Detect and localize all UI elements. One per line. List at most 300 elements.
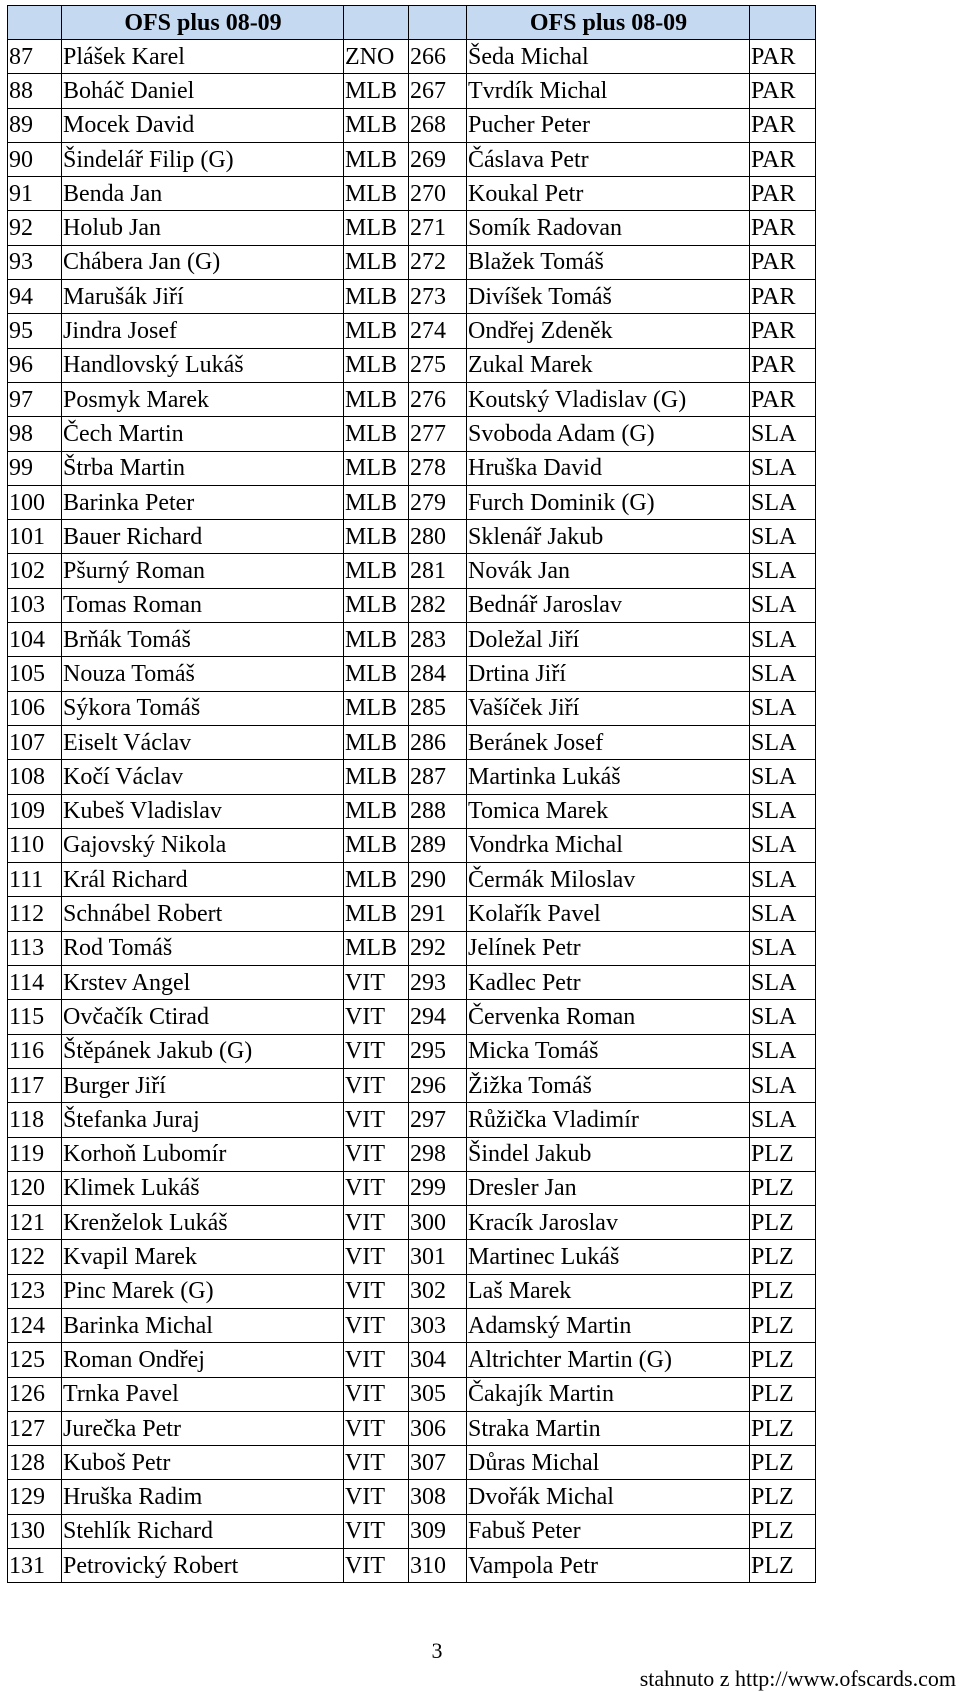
left-header-number-cell — [8, 6, 62, 40]
left-card-number: 117 — [8, 1068, 62, 1102]
left-player-name: Ovčačík Ctirad — [62, 1000, 344, 1034]
left-player-name: Šindelář Filip (G) — [62, 142, 344, 176]
right-card-number: 291 — [409, 897, 467, 931]
left-card-number: 127 — [8, 1411, 62, 1445]
right-team-code: PAR — [750, 211, 816, 245]
right-card-number: 282 — [409, 588, 467, 622]
left-player-name: Pinc Marek (G) — [62, 1274, 344, 1308]
table-row — [8, 1171, 816, 1205]
right-card-number: 269 — [409, 142, 467, 176]
left-team-code: MLB — [344, 382, 409, 416]
left-team-code: MLB — [344, 794, 409, 828]
right-player-name: Adamský Martin — [467, 1308, 750, 1342]
right-player-name: Červenka Roman — [467, 1000, 750, 1034]
header-row — [8, 6, 816, 40]
right-team-code: SLA — [750, 1034, 816, 1068]
left-player-name: Brňák Tomáš — [62, 623, 344, 657]
right-team-code: SLA — [750, 691, 816, 725]
left-player-name: Stehlík Richard — [62, 1514, 344, 1548]
left-card-number: 118 — [8, 1103, 62, 1137]
left-card-number: 94 — [8, 280, 62, 314]
left-player-name: Jurečka Petr — [62, 1411, 344, 1445]
left-player-name: Nouza Tomáš — [62, 657, 344, 691]
right-card-number: 281 — [409, 554, 467, 588]
right-card-number: 287 — [409, 760, 467, 794]
right-card-number: 289 — [409, 828, 467, 862]
right-card-number: 296 — [409, 1068, 467, 1102]
table-row — [8, 1137, 816, 1171]
left-team-code: VIT — [344, 1068, 409, 1102]
right-player-name: Růžička Vladimír — [467, 1103, 750, 1137]
left-team-code: VIT — [344, 1411, 409, 1445]
right-team-code: PAR — [750, 245, 816, 279]
right-team-code: SLA — [750, 863, 816, 897]
right-player-name: Pucher Peter — [467, 108, 750, 142]
left-player-name: Gajovský Nikola — [62, 828, 344, 862]
right-team-code: PLZ — [750, 1137, 816, 1171]
left-player-name: Klimek Lukáš — [62, 1171, 344, 1205]
left-card-number: 115 — [8, 1000, 62, 1034]
table-row — [8, 1549, 816, 1583]
right-player-name: Čáslava Petr — [467, 142, 750, 176]
right-player-name: Šindel Jakub — [467, 1137, 750, 1171]
left-team-code: MLB — [344, 828, 409, 862]
table-row — [8, 177, 816, 211]
right-team-code: PLZ — [750, 1206, 816, 1240]
left-card-number: 90 — [8, 142, 62, 176]
left-team-code: MLB — [344, 554, 409, 588]
right-card-number: 276 — [409, 382, 467, 416]
left-card-number: 122 — [8, 1240, 62, 1274]
right-team-code: PAR — [750, 382, 816, 416]
left-card-number: 93 — [8, 245, 62, 279]
left-card-number: 112 — [8, 897, 62, 931]
right-team-code: PAR — [750, 177, 816, 211]
right-player-name: Drtina Jiří — [467, 657, 750, 691]
left-card-number: 131 — [8, 1549, 62, 1583]
left-team-code: MLB — [344, 74, 409, 108]
left-team-code: VIT — [344, 1034, 409, 1068]
left-player-name: Barinka Peter — [62, 485, 344, 519]
right-player-name: Žižka Tomáš — [467, 1068, 750, 1102]
right-card-number: 303 — [409, 1308, 467, 1342]
table-row — [8, 657, 816, 691]
player-checklist-table — [7, 5, 816, 1583]
right-card-number: 277 — [409, 417, 467, 451]
left-team-code: MLB — [344, 725, 409, 759]
table-row — [8, 828, 816, 862]
right-player-name: Zukal Marek — [467, 348, 750, 382]
right-team-code: PLZ — [750, 1549, 816, 1583]
table-row — [8, 1411, 816, 1445]
right-team-code: PAR — [750, 142, 816, 176]
left-player-name: Kočí Václav — [62, 760, 344, 794]
right-team-code: SLA — [750, 657, 816, 691]
right-card-number: 286 — [409, 725, 467, 759]
right-card-number: 307 — [409, 1446, 467, 1480]
right-player-name: Furch Dominik (G) — [467, 485, 750, 519]
left-player-name: Marušák Jiří — [62, 280, 344, 314]
right-team-code: PAR — [750, 40, 816, 74]
left-player-name: Sýkora Tomáš — [62, 691, 344, 725]
right-card-number: 274 — [409, 314, 467, 348]
right-player-name: Vondrka Michal — [467, 828, 750, 862]
left-player-name: Hruška Radim — [62, 1480, 344, 1514]
right-player-name: Kracík Jaroslav — [467, 1206, 750, 1240]
right-card-number: 271 — [409, 211, 467, 245]
right-player-name: Vašíček Jiří — [467, 691, 750, 725]
left-player-name: Čech Martin — [62, 417, 344, 451]
left-team-code: MLB — [344, 314, 409, 348]
right-player-name: Tvrdík Michal — [467, 74, 750, 108]
left-header-title: OFS plus 08-09 — [62, 6, 344, 40]
right-player-name: Novák Jan — [467, 554, 750, 588]
right-player-name: Laš Marek — [467, 1274, 750, 1308]
right-team-code: SLA — [750, 725, 816, 759]
right-card-number: 309 — [409, 1514, 467, 1548]
right-team-code: PLZ — [750, 1240, 816, 1274]
table-row — [8, 794, 816, 828]
table-body — [8, 40, 816, 1583]
left-card-number: 107 — [8, 725, 62, 759]
right-team-code: PLZ — [750, 1343, 816, 1377]
left-header-team-cell — [344, 6, 409, 40]
right-card-number: 310 — [409, 1549, 467, 1583]
table-row — [8, 211, 816, 245]
right-team-code: PLZ — [750, 1446, 816, 1480]
left-team-code: VIT — [344, 1377, 409, 1411]
right-card-number: 300 — [409, 1206, 467, 1240]
left-card-number: 95 — [8, 314, 62, 348]
table-row — [8, 485, 816, 519]
left-team-code: VIT — [344, 1274, 409, 1308]
table-row — [8, 1034, 816, 1068]
right-team-code: SLA — [750, 451, 816, 485]
right-card-number: 290 — [409, 863, 467, 897]
left-player-name: Jindra Josef — [62, 314, 344, 348]
table-row — [8, 74, 816, 108]
left-team-code: VIT — [344, 1240, 409, 1274]
left-card-number: 92 — [8, 211, 62, 245]
left-team-code: MLB — [344, 760, 409, 794]
left-card-number: 121 — [8, 1206, 62, 1240]
left-team-code: MLB — [344, 931, 409, 965]
right-card-number: 294 — [409, 1000, 467, 1034]
left-team-code: MLB — [344, 417, 409, 451]
right-card-number: 285 — [409, 691, 467, 725]
right-team-code: PAR — [750, 348, 816, 382]
right-card-number: 273 — [409, 280, 467, 314]
left-team-code: VIT — [344, 1103, 409, 1137]
right-card-number: 279 — [409, 485, 467, 519]
left-card-number: 119 — [8, 1137, 62, 1171]
left-team-code: MLB — [344, 588, 409, 622]
table-row — [8, 554, 816, 588]
left-player-name: Štefanka Juraj — [62, 1103, 344, 1137]
left-team-code: VIT — [344, 1206, 409, 1240]
table-row — [8, 451, 816, 485]
left-team-code: VIT — [344, 1514, 409, 1548]
table-row — [8, 245, 816, 279]
right-player-name: Altrichter Martin (G) — [467, 1343, 750, 1377]
table-row — [8, 1240, 816, 1274]
table-row — [8, 725, 816, 759]
left-player-name: Boháč Daniel — [62, 74, 344, 108]
right-team-code: PLZ — [750, 1514, 816, 1548]
page-number: 3 — [431, 1638, 443, 1663]
table-row — [8, 1343, 816, 1377]
right-card-number: 293 — [409, 966, 467, 1000]
right-team-code: PLZ — [750, 1480, 816, 1514]
right-team-code: SLA — [750, 1103, 816, 1137]
left-card-number: 101 — [8, 520, 62, 554]
right-player-name: Svoboda Adam (G) — [467, 417, 750, 451]
right-team-code: SLA — [750, 520, 816, 554]
left-player-name: Krstev Angel — [62, 966, 344, 1000]
left-card-number: 125 — [8, 1343, 62, 1377]
left-player-name: Holub Jan — [62, 211, 344, 245]
left-player-name: Bauer Richard — [62, 520, 344, 554]
table-row — [8, 1274, 816, 1308]
left-player-name: Posmyk Marek — [62, 382, 344, 416]
table-row — [8, 40, 816, 74]
right-player-name: Čakajík Martin — [467, 1377, 750, 1411]
left-card-number: 103 — [8, 588, 62, 622]
left-team-code: MLB — [344, 108, 409, 142]
left-player-name: Kubeš Vladislav — [62, 794, 344, 828]
right-player-name: Sklenář Jakub — [467, 520, 750, 554]
left-card-number: 113 — [8, 931, 62, 965]
table-row — [8, 623, 816, 657]
left-team-code: VIT — [344, 1343, 409, 1377]
table-row — [8, 1068, 816, 1102]
table-row — [8, 691, 816, 725]
left-card-number: 106 — [8, 691, 62, 725]
left-card-number: 89 — [8, 108, 62, 142]
right-card-number: 275 — [409, 348, 467, 382]
right-card-number: 272 — [409, 245, 467, 279]
left-team-code: MLB — [344, 280, 409, 314]
right-card-number: 295 — [409, 1034, 467, 1068]
table-row — [8, 108, 816, 142]
table-row — [8, 1206, 816, 1240]
right-card-number: 302 — [409, 1274, 467, 1308]
left-player-name: Plášek Karel — [62, 40, 344, 74]
right-card-number: 268 — [409, 108, 467, 142]
left-player-name: Krenželok Lukáš — [62, 1206, 344, 1240]
right-player-name: Fabuš Peter — [467, 1514, 750, 1548]
left-card-number: 130 — [8, 1514, 62, 1548]
left-player-name: Král Richard — [62, 863, 344, 897]
right-player-name: Dresler Jan — [467, 1171, 750, 1205]
right-card-number: 267 — [409, 74, 467, 108]
right-team-code: SLA — [750, 897, 816, 931]
right-card-number: 288 — [409, 794, 467, 828]
table-row — [8, 1514, 816, 1548]
table-row — [8, 1446, 816, 1480]
left-card-number: 109 — [8, 794, 62, 828]
right-player-name: Blažek Tomáš — [467, 245, 750, 279]
left-card-number: 120 — [8, 1171, 62, 1205]
table-row — [8, 760, 816, 794]
right-player-name: Bednář Jaroslav — [467, 588, 750, 622]
left-player-name: Rod Tomáš — [62, 931, 344, 965]
left-card-number: 129 — [8, 1480, 62, 1514]
right-team-code: PLZ — [750, 1411, 816, 1445]
left-player-name: Handlovský Lukáš — [62, 348, 344, 382]
right-card-number: 299 — [409, 1171, 467, 1205]
left-card-number: 124 — [8, 1308, 62, 1342]
table-row — [8, 897, 816, 931]
left-player-name: Štěpánek Jakub (G) — [62, 1034, 344, 1068]
table-row — [8, 966, 816, 1000]
left-card-number: 96 — [8, 348, 62, 382]
right-card-number: 283 — [409, 623, 467, 657]
right-team-code: PAR — [750, 314, 816, 348]
left-team-code: MLB — [344, 691, 409, 725]
left-team-code: MLB — [344, 451, 409, 485]
left-player-name: Kvapil Marek — [62, 1240, 344, 1274]
left-player-name: Petrovický Robert — [62, 1549, 344, 1583]
left-team-code: VIT — [344, 1549, 409, 1583]
right-team-code: SLA — [750, 931, 816, 965]
table-row — [8, 1103, 816, 1137]
table-row — [8, 348, 816, 382]
table-row — [8, 931, 816, 965]
left-card-number: 110 — [8, 828, 62, 862]
table-row — [8, 588, 816, 622]
left-player-name: Chábera Jan (G) — [62, 245, 344, 279]
table-row — [8, 1480, 816, 1514]
left-team-code: MLB — [344, 142, 409, 176]
right-team-code: PLZ — [750, 1308, 816, 1342]
right-team-code: SLA — [750, 1000, 816, 1034]
left-team-code: ZNO — [344, 40, 409, 74]
right-team-code: SLA — [750, 588, 816, 622]
table-row — [8, 863, 816, 897]
left-player-name: Eiselt Václav — [62, 725, 344, 759]
right-card-number: 305 — [409, 1377, 467, 1411]
right-player-name: Micka Tomáš — [467, 1034, 750, 1068]
right-player-name: Doležal Jiří — [467, 623, 750, 657]
right-player-name: Koukal Petr — [467, 177, 750, 211]
right-team-code: SLA — [750, 554, 816, 588]
right-player-name: Straka Martin — [467, 1411, 750, 1445]
table-row — [8, 314, 816, 348]
right-player-name: Divíšek Tomáš — [467, 280, 750, 314]
left-player-name: Barinka Michal — [62, 1308, 344, 1342]
left-team-code: MLB — [344, 177, 409, 211]
right-player-name: Šeda Michal — [467, 40, 750, 74]
left-card-number: 104 — [8, 623, 62, 657]
right-header-title: OFS plus 08-09 — [467, 6, 750, 40]
right-card-number: 298 — [409, 1137, 467, 1171]
right-card-number: 304 — [409, 1343, 467, 1377]
left-team-code: MLB — [344, 657, 409, 691]
left-team-code: VIT — [344, 1308, 409, 1342]
right-card-number: 278 — [409, 451, 467, 485]
right-player-name: Koutský Vladislav (G) — [467, 382, 750, 416]
left-player-name: Tomas Roman — [62, 588, 344, 622]
right-card-number: 306 — [409, 1411, 467, 1445]
right-team-code: PLZ — [750, 1171, 816, 1205]
right-player-name: Ondřej Zdeněk — [467, 314, 750, 348]
left-player-name: Schnábel Robert — [62, 897, 344, 931]
left-card-number: 128 — [8, 1446, 62, 1480]
left-team-code: VIT — [344, 1480, 409, 1514]
right-player-name: Beránek Josef — [467, 725, 750, 759]
table-row — [8, 417, 816, 451]
left-card-number: 88 — [8, 74, 62, 108]
right-team-code: PLZ — [750, 1377, 816, 1411]
right-team-code: SLA — [750, 623, 816, 657]
right-team-code: PAR — [750, 280, 816, 314]
table-row — [8, 142, 816, 176]
left-player-name: Roman Ondřej — [62, 1343, 344, 1377]
right-team-code: SLA — [750, 760, 816, 794]
left-card-number: 105 — [8, 657, 62, 691]
left-card-number: 108 — [8, 760, 62, 794]
right-player-name: Kadlec Petr — [467, 966, 750, 1000]
footer-credit: stahnuto z http://www.ofscards.com — [639, 1666, 956, 1691]
left-card-number: 87 — [8, 40, 62, 74]
left-player-name: Štrba Martin — [62, 451, 344, 485]
right-player-name: Kolařík Pavel — [467, 897, 750, 931]
right-card-number: 308 — [409, 1480, 467, 1514]
left-card-number: 91 — [8, 177, 62, 211]
left-team-code: MLB — [344, 485, 409, 519]
left-player-name: Trnka Pavel — [62, 1377, 344, 1411]
right-player-name: Vampola Petr — [467, 1549, 750, 1583]
table-row — [8, 280, 816, 314]
right-card-number: 292 — [409, 931, 467, 965]
table-row — [8, 520, 816, 554]
left-player-name: Pšurný Roman — [62, 554, 344, 588]
right-player-name: Tomica Marek — [467, 794, 750, 828]
left-card-number: 100 — [8, 485, 62, 519]
right-card-number: 280 — [409, 520, 467, 554]
right-player-name: Martinec Lukáš — [467, 1240, 750, 1274]
right-player-name: Dvořák Michal — [467, 1480, 750, 1514]
right-card-number: 297 — [409, 1103, 467, 1137]
table-row — [8, 382, 816, 416]
left-team-code: VIT — [344, 1137, 409, 1171]
left-team-code: VIT — [344, 1000, 409, 1034]
right-header-team-cell — [750, 6, 816, 40]
right-player-name: Jelínek Petr — [467, 931, 750, 965]
left-player-name: Benda Jan — [62, 177, 344, 211]
left-team-code: VIT — [344, 1446, 409, 1480]
right-card-number: 270 — [409, 177, 467, 211]
left-team-code: MLB — [344, 623, 409, 657]
table-row — [8, 1308, 816, 1342]
left-team-code: MLB — [344, 897, 409, 931]
right-player-name: Hruška David — [467, 451, 750, 485]
left-team-code: MLB — [344, 863, 409, 897]
right-team-code: SLA — [750, 966, 816, 1000]
right-card-number: 266 — [409, 40, 467, 74]
left-player-name: Korhoň Lubomír — [62, 1137, 344, 1171]
table-row — [8, 1377, 816, 1411]
left-team-code: MLB — [344, 348, 409, 382]
right-team-code: SLA — [750, 417, 816, 451]
left-player-name: Burger Jiří — [62, 1068, 344, 1102]
left-card-number: 102 — [8, 554, 62, 588]
right-card-number: 284 — [409, 657, 467, 691]
left-card-number: 98 — [8, 417, 62, 451]
left-team-code: VIT — [344, 1171, 409, 1205]
left-card-number: 97 — [8, 382, 62, 416]
